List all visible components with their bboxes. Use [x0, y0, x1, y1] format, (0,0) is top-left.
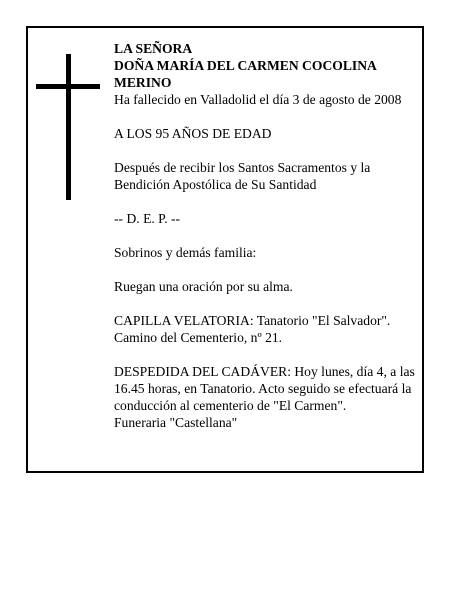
- obituary-notice: [26, 26, 424, 473]
- obituary-text: [114, 40, 416, 431]
- funeral-home: Funeraria "Castellana": [114, 415, 238, 430]
- title-line-1: LA SEÑORA: [114, 41, 193, 56]
- cross-horizontal-bar: [36, 84, 100, 89]
- latin-cross-icon: [36, 54, 100, 200]
- sacraments-statement: Después de recibir los Santos Sacramentos y la Bendición Apostólica de Su Santidad: [114, 160, 371, 192]
- farewell-info: DESPEDIDA DEL CADÁVER: Hoy lunes, día 4, a las 16.45 horas, en Tanatorio. Acto seguido se efectuará la conducción al cementerio de "El Carmen".: [114, 364, 415, 413]
- death-statement: Ha fallecido en Valladolid el día 3 de agosto de 2008: [114, 92, 402, 107]
- chapel-info: CAPILLA VELATORIA: Tanatorio "El Salvador". Camino del Cementerio, nº 21.: [114, 313, 391, 345]
- prayer-line: Ruegan una oración por su alma.: [114, 279, 293, 294]
- rip-line: -- D. E. P. --: [114, 211, 181, 226]
- deceased-name: DOÑA MARÍA DEL CARMEN COCOLINA MERINO: [114, 58, 377, 90]
- age-statement: A LOS 95 AÑOS DE EDAD: [114, 126, 272, 141]
- family-line: Sobrinos y demás familia:: [114, 245, 257, 260]
- cross-vertical-bar: [66, 54, 71, 200]
